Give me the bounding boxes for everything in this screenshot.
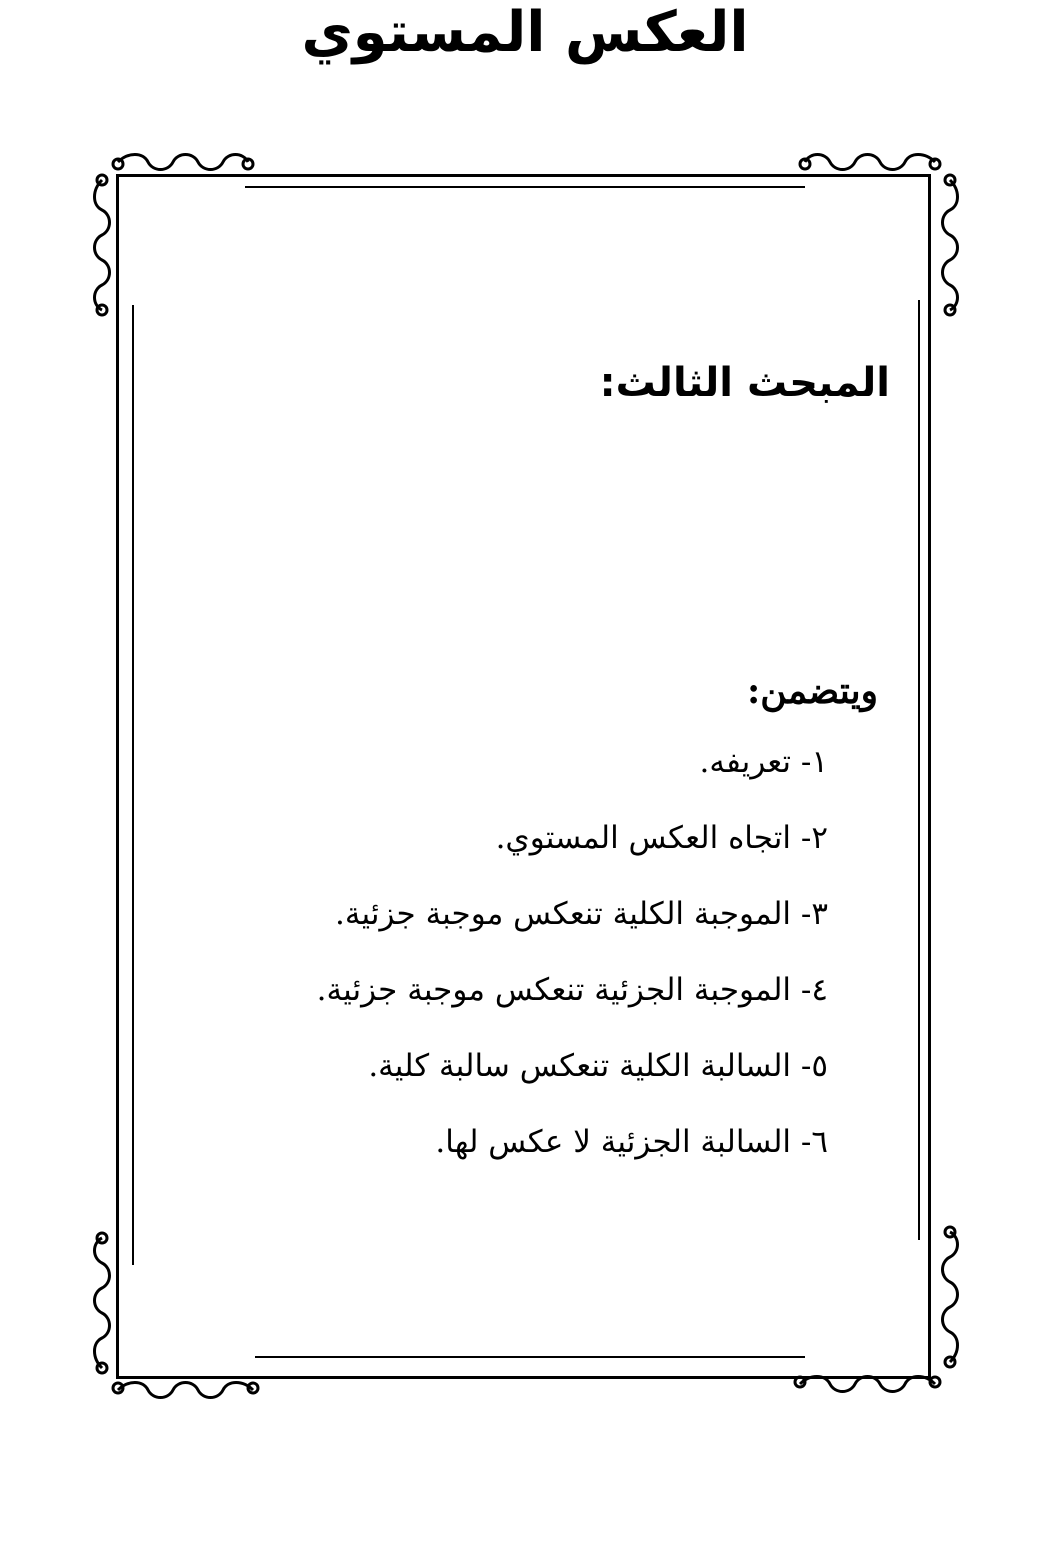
list-item: ٤- الموجبة الجزئية تنعكس موجبة جزئية. [316,972,828,1008]
page-title: العكس المستوي [301,0,749,65]
list-item: ٥- السالبة الكلية تنعكس سالبة كلية. [368,1048,828,1084]
corner-ornament-bottom-left-icon [88,1228,263,1403]
frame-right-inner-line [918,300,920,1240]
list-item: ٣- الموجبة الكلية تنعكس موجبة جزئية. [334,896,828,932]
list-item: ١- تعريفه. [699,744,828,780]
corner-ornament-top-left-icon [88,150,263,320]
list-item: ٦- السالبة الجزئية لا عكس لها. [435,1124,828,1160]
contents-list [317,738,828,1194]
corner-ornament-bottom-right-icon [790,1222,965,1397]
frame-top-inner-line [245,186,805,188]
frame-left-inner-line [132,305,134,1265]
frame-bottom-inner-line [255,1356,805,1358]
corner-ornament-top-right-icon [790,150,965,320]
contents-label: ويتضمن: [747,670,878,712]
chapter-heading: المبحث الثالث: [599,360,890,406]
list-item: ٢- اتجاه العكس المستوي. [495,820,828,856]
